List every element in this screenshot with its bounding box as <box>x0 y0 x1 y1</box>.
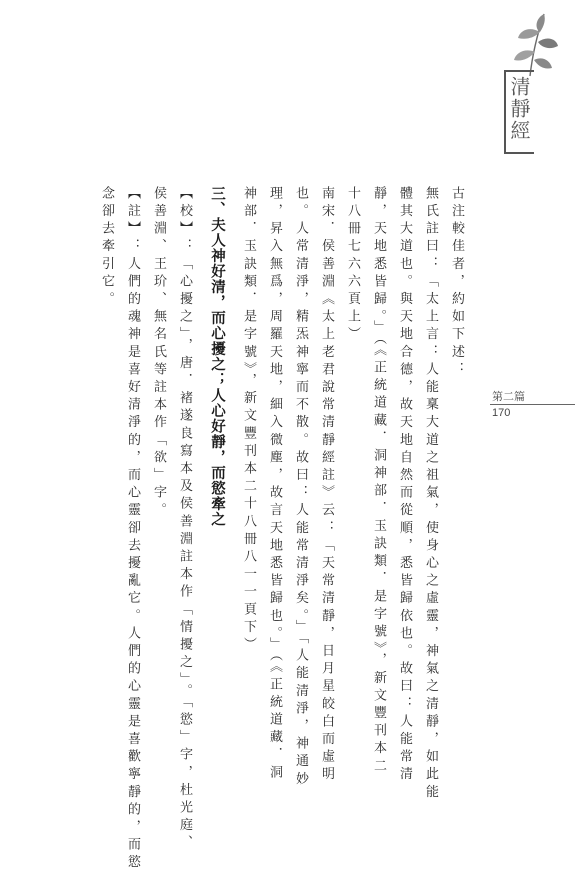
text-column: 無氏註曰：「太上言：人能稟大道之祖氣，使身心之虛靈，神氣之清靜，如此能 <box>423 186 438 802</box>
collation-note: 【校】：「心擾之」，唐．褚遂良寫本及侯善淵註本作「情擾之」。「慾」字，杜光庭、 <box>177 186 192 853</box>
annotation-note: 【註】：人們的魂神是喜好清淨的，而心靈卻去擾亂它。人們的心靈是喜歡寧靜的，而慾 <box>125 186 140 872</box>
text-column: 十八冊七六六頁上） <box>345 186 360 345</box>
text-column: 念卻去牽引它。 <box>99 186 114 310</box>
chapter-tab <box>490 390 580 419</box>
leaf-branch-icon <box>500 8 562 78</box>
text-column: 南宋．侯善淵《太上老君說常清靜經註》云：「天常清靜，日月星皎白而虛明 <box>319 186 334 785</box>
chapter-label: 第二篇 <box>492 390 525 403</box>
text-column: 古注較佳者，約如下述： <box>449 186 464 380</box>
text-column: 靜，天地悉皆歸。」（《正統道藏．洞神部．玉訣類．是字號》，新文豐刊本二 <box>371 186 386 776</box>
chapter-divider <box>490 404 575 405</box>
text-column: 也。人常清淨，精炁神寧而不散。故曰：人能常清淨矣。」「人能清淨，神通妙 <box>293 186 308 789</box>
text-column: 侯善淵、王玠、無名氏等註本作「欲」字。 <box>151 186 166 521</box>
text-column: 神部．玉訣類．是字號》，新文豐刊本二十八冊八一一頁下） <box>241 186 256 655</box>
logo-title: 清靜經 <box>507 76 531 142</box>
section-heading: 三、夫人神好清，而心擾之；人心好靜，而慾牽之 <box>209 186 225 527</box>
text-column: 理，昇入無爲，周羅天地，細入微塵，故言天地悉皆歸也。」（《正統道藏．洞 <box>267 186 282 783</box>
logo <box>500 8 562 158</box>
page-number: 170 <box>492 407 511 419</box>
text-column: 體其大道也。與天地合德，故天地自然而從順，悉皆歸依也。故曰：人能常清 <box>397 186 412 785</box>
